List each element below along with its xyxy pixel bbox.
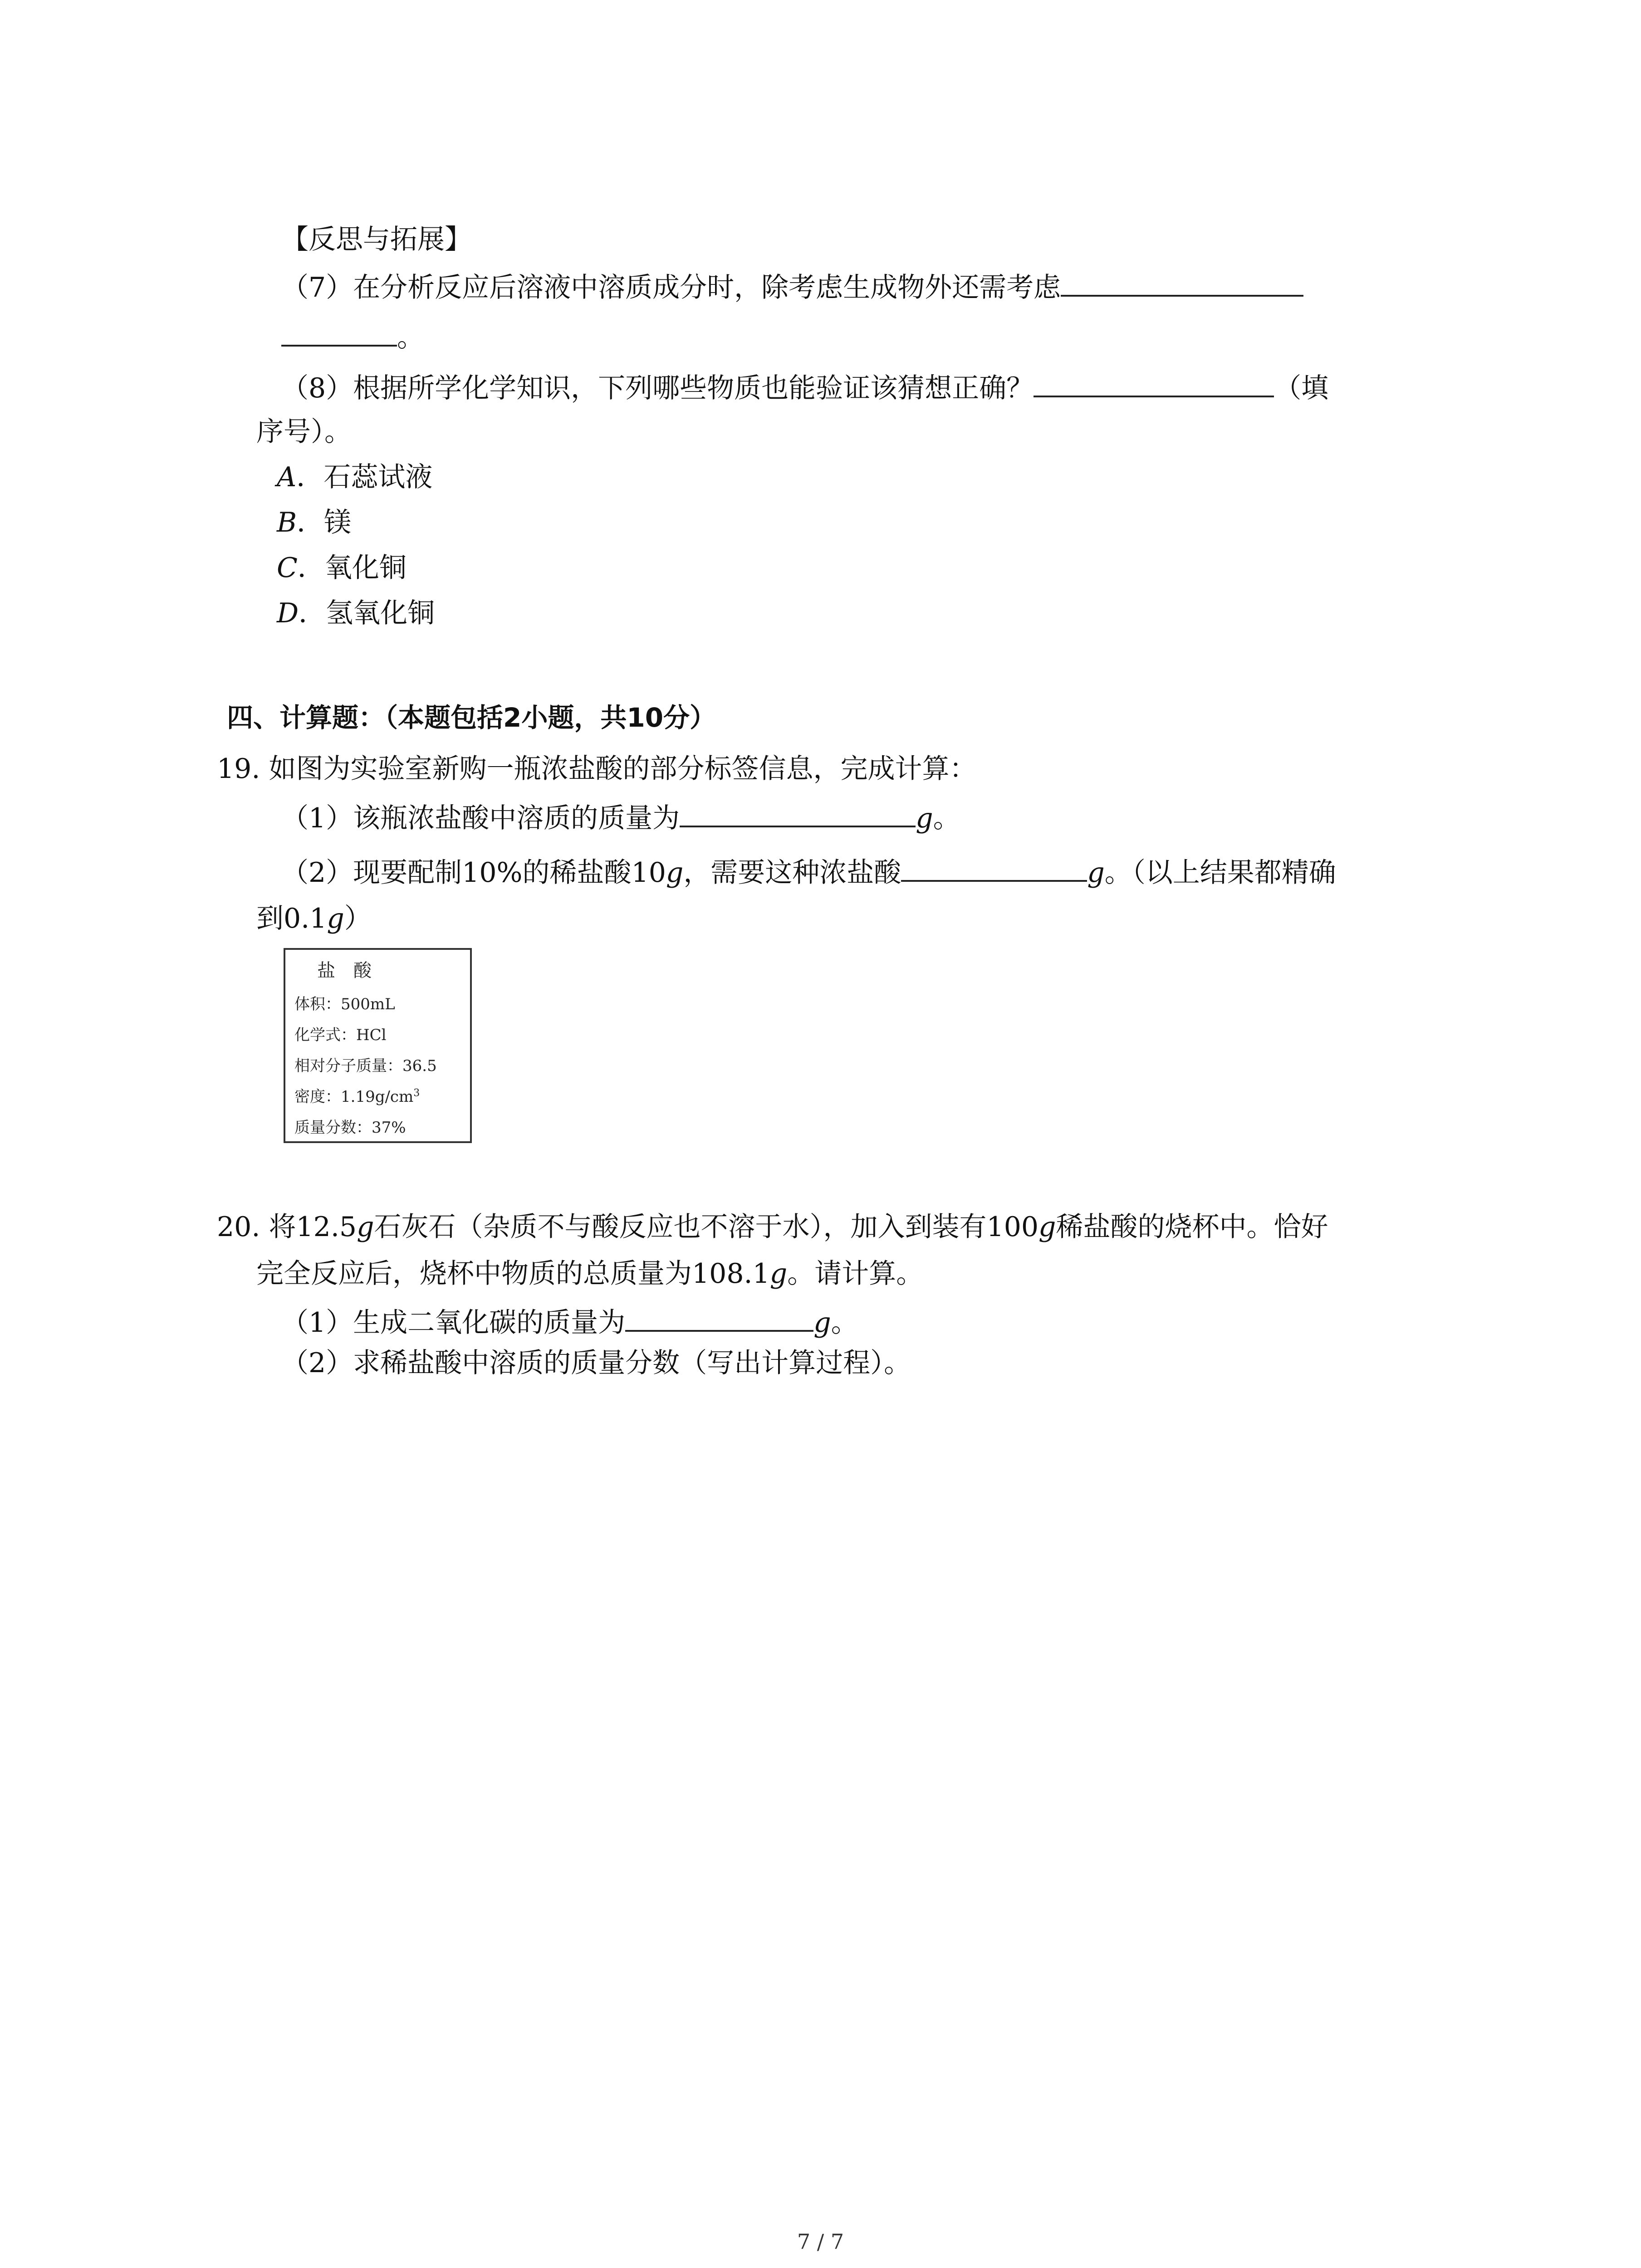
section-4-heading: 四、计算题：（本题包括2小题，共10分） (227, 702, 716, 733)
question-19-part2-line2 (256, 900, 372, 937)
q20-l1-unit2: g (1038, 1211, 1056, 1243)
q19-p2-line2-a: 到0.1 (256, 903, 327, 934)
question-19-stem: 19. 如图为实验室新购一瓶浓盐酸的部分标签信息，完成计算： (217, 753, 977, 785)
option-c-text: ．氧化铜 (297, 552, 407, 584)
label-density (294, 1084, 420, 1106)
option-a-letter: A (277, 461, 297, 493)
question-20-part1 (281, 1303, 858, 1341)
option-a (277, 459, 432, 495)
q19-p2-line2-unit: g (327, 903, 344, 934)
reflection-heading: 【反思与拓展】 (281, 224, 472, 255)
question-8-line2: 序号）。 (256, 416, 352, 448)
option-d-text: ．氢氧化铜 (299, 597, 435, 629)
q19-p2-line2-b: ） (344, 903, 372, 934)
page-number: 7 / 7 (797, 2229, 844, 2254)
q19-p2-text-b: ，需要这种浓盐酸 (683, 857, 901, 889)
label-formula: 化学式：HCl (294, 1026, 387, 1044)
option-b-letter: B (277, 507, 297, 538)
answer-blank-19-1[interactable] (680, 798, 916, 827)
question-20-line1 (217, 1209, 1328, 1245)
q19-p2-end: 。（以上结果都精确 (1104, 857, 1336, 889)
q19-p1-unit: g (916, 802, 933, 834)
option-d (277, 595, 435, 631)
answer-blank-7a[interactable] (1061, 268, 1303, 297)
question-20-part2: （2）求稀盐酸中溶质的质量分数（写出计算过程）。 (281, 1347, 911, 1379)
q19-p2-text-a: （2）现要配制10%的稀盐酸10 (281, 857, 666, 889)
answer-blank-20-1[interactable] (625, 1303, 813, 1332)
q20-p1-unit: g (813, 1307, 831, 1339)
answer-blank-8[interactable] (1034, 368, 1274, 397)
q20-l2-unit: g (769, 1258, 788, 1290)
option-a-text: ．石蕊试液 (296, 461, 433, 493)
question-19-part1 (281, 798, 960, 836)
question-7-text: （7）在分析反应后溶液中溶质成分时，除考虑生成物外还需考虑 (281, 272, 1061, 303)
q19-p1-text: （1）该瓶浓盐酸中溶质的质量为 (281, 802, 680, 834)
q19-p2-unit-a: g (666, 857, 684, 889)
q20-l2-a: 完全反应后，烧杯中物质的总质量为108.1 (256, 1258, 770, 1290)
question-8-line1 (281, 368, 1328, 406)
label-volume: 体积：500mL (294, 995, 395, 1013)
question-7-line1 (281, 268, 1303, 306)
label-density-text: 密度：1.19g/cm (294, 1088, 414, 1106)
answer-blank-19-2[interactable] (901, 853, 1087, 882)
option-b-text: ．镁 (297, 507, 352, 538)
q20-l1-a: 20. 将12.5 (217, 1211, 357, 1243)
question-7-end: 。 (397, 322, 424, 353)
option-b (277, 504, 351, 541)
question-20-line2 (256, 1256, 923, 1292)
label-mass-fraction: 质量分数：37% (294, 1119, 406, 1137)
q20-p1-end: 。 (831, 1307, 858, 1339)
q20-l1-c: 稀盐酸的烧杯中。恰好 (1056, 1211, 1328, 1243)
question-8-end: （填 (1274, 372, 1329, 404)
label-molar-mass: 相对分子质量：36.5 (294, 1057, 437, 1075)
q20-l2-b: 。请计算。 (787, 1258, 924, 1290)
question-7-line2 (281, 318, 424, 356)
q19-p1-end: 。 (933, 802, 960, 834)
option-c (277, 550, 407, 586)
q20-p1-text: （1）生成二氧化碳的质量为 (281, 1307, 626, 1339)
q19-p2-unit: g (1087, 857, 1105, 889)
answer-blank-7b[interactable] (281, 318, 397, 347)
q20-l1-b: 石灰石（杂质不与酸反应也不溶于水），加入到装有100 (374, 1211, 1039, 1243)
label-title: 盐酸 (317, 960, 390, 981)
question-19-part2 (281, 853, 1336, 891)
hcl-bottle-label (284, 948, 472, 1143)
q20-l1-unit1: g (357, 1211, 374, 1243)
option-c-letter: C (277, 552, 298, 584)
option-d-letter: D (277, 597, 299, 629)
question-8-text: （8）根据所学化学知识，下列哪些物质也能验证该猜想正确？ (281, 372, 1034, 404)
label-density-sup: 3 (413, 1087, 420, 1099)
